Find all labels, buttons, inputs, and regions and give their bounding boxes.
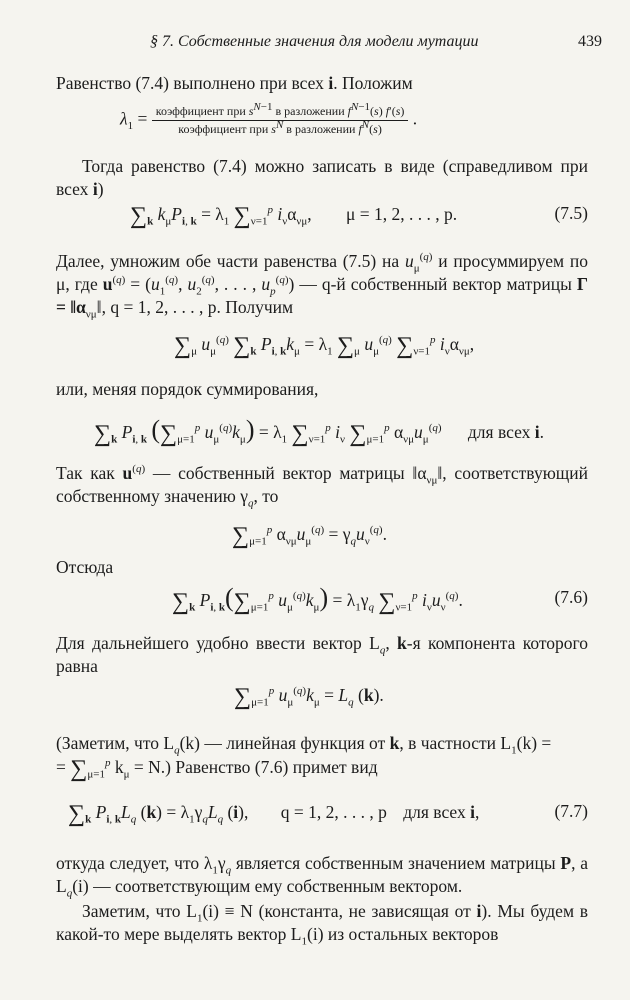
equation-7-5: $\sum_k$ $k_\mu P_{i, k} = \lambda_1$ $\sum_{\nu=1}^p$ $i_\nu\alpha_{\nu\mu}$, μ = 1, 2, . . . , p. (7.5) <box>130 203 588 229</box>
equation-number-7-5: (7.5) <box>554 203 588 223</box>
paragraph-1: Равенство (7.4) выполнено при всех i. Положим <box>56 73 413 93</box>
paragraph-7: Для дальнейшего удобно ввести вектор $L_q$, k-я компонента которого равна <box>56 633 589 676</box>
paragraph-10: Заметим, что $L_1(i) \equiv N$ (константа, не зависящая от i). Мы будем в какой-то мере выделять вектор $L_1(i)$ из остальных векторов <box>56 901 588 948</box>
lambda-fraction <box>152 101 409 137</box>
page-number: 439 <box>578 33 602 50</box>
equation-number-7-7: (7.7) <box>554 801 588 821</box>
equation-7-7: $\sum_k$ $P_{i, k}L_q$ $(k) = \lambda_1\gamma_qL_q$ (i), q = 1, 2, . . . , p для всех i, (7.7) <box>68 801 588 827</box>
running-title: § 7. Собственные значения для модели мутации <box>150 33 479 50</box>
paragraph-6: Отсюда <box>56 557 114 577</box>
fraction-numerator: коэффициент при $s^{N-1}$ в разложении $f^{N-1}(s)$ f′(s) <box>152 104 409 121</box>
equation-summed: $\sum_\mu$ $u_\mu^{(q)}$ $\sum_k$ $P_{i, k}k_\mu = \lambda_1$ $\sum_\mu$ $u_\mu^{(q)}$ $\sum_{\nu=1}^p$ $i_\nu\alpha_{\nu\mu}$, <box>174 333 475 359</box>
paragraph-4: или, меняя порядок суммирования, <box>56 379 319 399</box>
equation-number-7-6: (7.6) <box>554 587 588 607</box>
paragraph-8: (Заметим, что $L_q(k)$ — линейная функция от k, в частности $L_1(k)$ = = $\sum_{\mu=1}^p$ $k_\mu = N$.) Равенство (7.6) примет вид <box>56 733 552 782</box>
paragraph-9: откуда следует, что $\lambda_1\gamma_q$ является собственным значением матрицы P, а $L_q(i)$ — соответствующим ему собственным вектором. <box>56 853 588 900</box>
equation-Lq: $\sum_{\mu=1}^p$ $u_\mu^{(q)}k_\mu = L_q$ (k). <box>234 684 384 710</box>
equation-7-6: $\sum_k$ $P_{i, k}(\sum_{\mu=1}^p$ $u_\mu^{(q)}k_\mu) = \lambda_1\gamma_q$ $\sum_{\nu=1}^p$ $i_\nu u_\nu^{(q)}$. (7.6) <box>172 583 588 615</box>
equation-reordered: $\sum_k$ $P_{i, k}$ ($\sum_{\mu=1}^p$ $u_\mu^{(q)}k_\mu) = \lambda_1$ $\sum_{\nu=1}^p$ $i_\nu$ $\sum_{\mu=1}^p$ $\alpha_{\nu\mu}u_\mu^{(q)}$ для всех i. <box>94 415 545 447</box>
equation-lambda-definition: $\lambda_1$ = $\frac{коэффициент при s^{N-1} в разложении f^{N-1}(s) f'(s)}{коэффициент при s^N в разложении f^N(s)}$ . <box>120 101 418 136</box>
fraction-denominator: коэффициент при $s^N$ в разложении $f^N(s)$ <box>178 119 382 136</box>
paragraph-3: Далее, умножим обе части равенства (7.5) на $u_\mu^{(q)}$ и просуммируем по μ, где $u^{(q)} = (u_1^{(q)}$, $u_2^{(q)}$, . . . , $u_p^{(q)}$) — q-й собственный вектор матрицы $\Gamma = ‖\alpha_{\nu\mu}‖$, q = 1, 2, . . . , p. Получим <box>56 251 589 321</box>
equation-eigen: $\sum_{\mu=1}^p$ $\alpha_{\nu\mu}u_\mu^{(q)} = \gamma_qu_\nu^{(q)}$. <box>232 523 387 549</box>
paragraph-2: Тогда равенство (7.4) можно записать в виде (справедливом при всех i) <box>56 156 588 199</box>
running-header <box>150 30 602 54</box>
paragraph-5: Так как $u^{(q)}$ — собственный вектор матрицы $‖\alpha_{\nu\mu}‖$, соответствующий собственному значению $\gamma_q$, то <box>56 463 589 510</box>
